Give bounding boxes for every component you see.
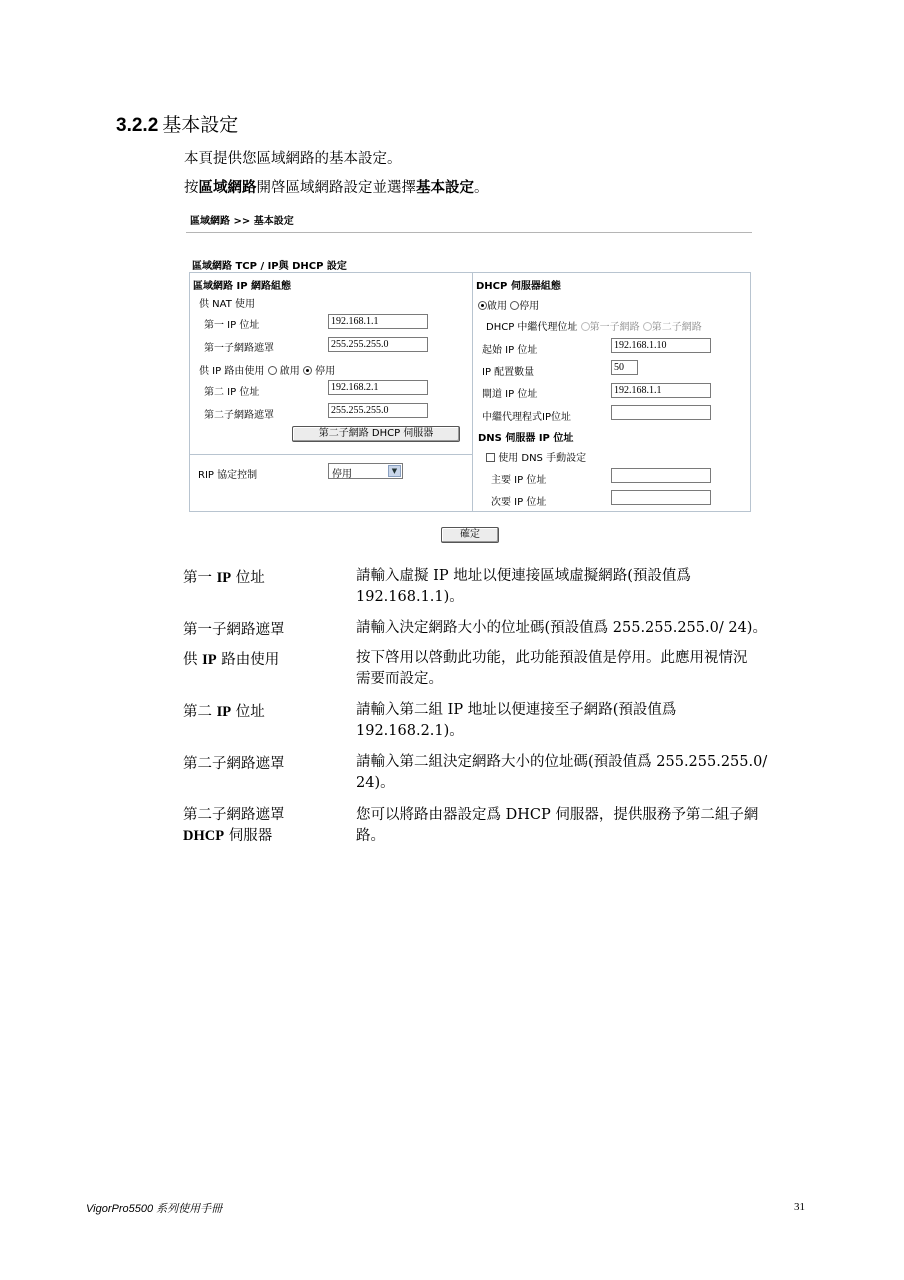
term-ip2	[183, 700, 265, 721]
relay-subnet1-radio[interactable]	[581, 322, 590, 331]
term-mask2-dhcp	[183, 805, 285, 847]
term-ip1	[183, 566, 265, 587]
desc-mask2	[356, 752, 812, 794]
dns-manual-label[interactable]: 使用 DNS 手動設定	[498, 453, 587, 464]
desc-ip2	[356, 700, 812, 742]
page-number: 31	[794, 1201, 805, 1213]
left-row-divider	[190, 454, 472, 455]
term-ip-routing	[183, 648, 279, 669]
column-divider	[472, 273, 473, 511]
ip2-label: 第二 IP 位址	[204, 387, 260, 398]
desc-ip-routing	[356, 648, 812, 690]
desc-mask1	[356, 618, 812, 639]
dns-server-title: DNS 伺服器 IP 位址	[478, 433, 574, 444]
intro-bold-menu: 區域網路	[198, 180, 257, 196]
ip-count-input[interactable]: 50	[611, 360, 638, 375]
ip1-input[interactable]: 192.168.1.1	[328, 314, 428, 329]
section-title: 基本設定	[162, 114, 239, 136]
lan-ip-group-title: 區域網路 IP 網路組態	[193, 281, 292, 292]
desc-mask2-dhcp	[356, 805, 812, 847]
footer-manual-title: VigorPro5500 系列使用手冊	[86, 1203, 223, 1215]
desc-line: 您可以將路由器設定爲 DHCP 伺服器，提供服務予第二組子網	[356, 807, 759, 823]
routing-enable-radio[interactable]	[268, 366, 277, 375]
desc-line: 路。	[356, 828, 385, 844]
routing-enable-label[interactable]: 啟用	[279, 366, 300, 377]
dhcp-group-title: DHCP 伺服器組態	[476, 281, 561, 292]
mask1-label: 第一子網路遮罩	[204, 343, 274, 354]
relay-subnet2-radio[interactable]	[643, 322, 652, 331]
desc-line: 請輸入第二組決定網路大小的位址碼(預設值爲 255.255.255.0/	[356, 754, 768, 770]
intro-text: 。	[474, 180, 489, 196]
ok-button[interactable]: 確定	[441, 527, 499, 543]
gateway-ip-input[interactable]: 192.168.1.1	[611, 383, 711, 398]
desc-line: 請輸入決定網路大小的位址碼(預設值爲 255.255.255.0/ 24)。	[356, 620, 767, 636]
relay-subnet1-label[interactable]: 第一子網路	[589, 322, 640, 333]
rip-select[interactable]	[328, 463, 403, 479]
routing-disable-radio[interactable]	[303, 366, 312, 375]
second-subnet-dhcp-button[interactable]: 第二子網路 DHCP 伺服器	[292, 426, 460, 442]
term-text: 第一子網路遮罩	[183, 622, 285, 638]
breadcrumb-divider	[186, 232, 752, 233]
dns-manual-checkbox[interactable]	[486, 453, 495, 462]
rip-selected-value: 停用	[332, 469, 352, 480]
gateway-ip-label: 閘道 IP 位址	[482, 389, 538, 400]
section-number: 3.2.2	[116, 115, 159, 136]
term-text: 第二	[183, 704, 217, 720]
ip2-input[interactable]: 192.168.2.1	[328, 380, 428, 395]
ip1-label: 第一 IP 位址	[204, 320, 260, 331]
term-bold: IP	[216, 704, 232, 720]
term-bold: IP	[202, 652, 217, 668]
desc-line: 請輸入第二組 IP 地址以便連接至子網路(預設值爲	[356, 702, 677, 718]
term-line	[183, 826, 285, 847]
mask2-label: 第二子網路遮罩	[204, 410, 274, 421]
primary-dns-label: 主要 IP 位址	[491, 475, 547, 486]
section-heading	[116, 110, 238, 137]
term-text: 伺服器	[224, 828, 273, 844]
relay-agent-ip-input[interactable]	[611, 405, 711, 420]
desc-line: 192.168.2.1)。	[356, 723, 464, 739]
term-text: 路由使用	[216, 652, 280, 668]
term-mask1	[183, 618, 285, 639]
breadcrumb: 區域網路 >> 基本設定	[190, 216, 294, 227]
term-mask2	[183, 752, 285, 773]
term-text: 第一	[183, 570, 217, 586]
term-bold: DHCP	[183, 828, 225, 844]
start-ip-input[interactable]: 192.168.1.10	[611, 338, 711, 353]
dhcp-mode-row	[478, 297, 539, 312]
dns-manual-row	[486, 449, 586, 464]
term-text: 供	[183, 652, 203, 668]
dhcp-enable-label[interactable]: 啟用	[487, 301, 507, 312]
ip-count-label: IP 配置數量	[482, 367, 535, 378]
dhcp-relay-label: DHCP 中繼代理位址	[486, 322, 578, 333]
intro-line-1: 本頁提供您區域網路的基本設定。	[184, 151, 402, 167]
dhcp-disable-radio[interactable]	[510, 301, 519, 310]
chevron-down-icon[interactable]: ▼	[388, 465, 401, 477]
relay-subnet2-label[interactable]: 第二子網路	[651, 322, 702, 333]
routing-disable-label[interactable]: 停用	[315, 366, 336, 377]
term-text: 第二子網路遮罩	[183, 756, 285, 772]
term-bold: IP	[216, 570, 232, 586]
dhcp-relay-row	[486, 318, 702, 333]
desc-line: 192.168.1.1)。	[356, 589, 464, 605]
ip-routing-label: 供 IP 路由使用	[199, 366, 265, 377]
dhcp-enable-radio[interactable]	[478, 301, 487, 310]
start-ip-label: 起始 IP 位址	[482, 345, 538, 356]
desc-line: 需要而設定。	[356, 671, 443, 687]
intro-text: 按	[184, 180, 199, 196]
desc-ip1	[356, 566, 812, 608]
rip-label: RIP 協定控制	[198, 470, 258, 481]
mask2-input[interactable]: 255.255.255.0	[328, 403, 428, 418]
relay-agent-ip-label: 中繼代理程式IP位址	[482, 412, 571, 423]
intro-text: 開啓區域網路設定並選擇	[256, 180, 416, 196]
intro-line-2	[184, 176, 489, 197]
primary-dns-input[interactable]	[611, 468, 711, 483]
desc-line: 按下啓用以啓動此功能，此功能預設值是停用。此應用視情況	[356, 650, 748, 666]
desc-line: 24)。	[356, 775, 395, 791]
settings-section-title: 區域網路 TCP / IP與 DHCP 設定	[192, 261, 347, 272]
dhcp-disable-label[interactable]: 停用	[519, 301, 540, 312]
intro-bold-item: 基本設定	[416, 180, 474, 196]
mask1-input[interactable]: 255.255.255.0	[328, 337, 428, 352]
term-text: 位址	[231, 570, 265, 586]
nat-label: 供 NAT 使用	[199, 299, 256, 310]
term-text: 位址	[231, 704, 265, 720]
desc-line: 請輸入虛擬 IP 地址以便連接區域虛擬網路(預設值爲	[356, 568, 691, 584]
secondary-dns-label: 次要 IP 位址	[491, 497, 547, 508]
term-line: 第二子網路遮罩	[183, 807, 285, 823]
ip-routing-row	[199, 362, 335, 377]
secondary-dns-input[interactable]	[611, 490, 711, 505]
